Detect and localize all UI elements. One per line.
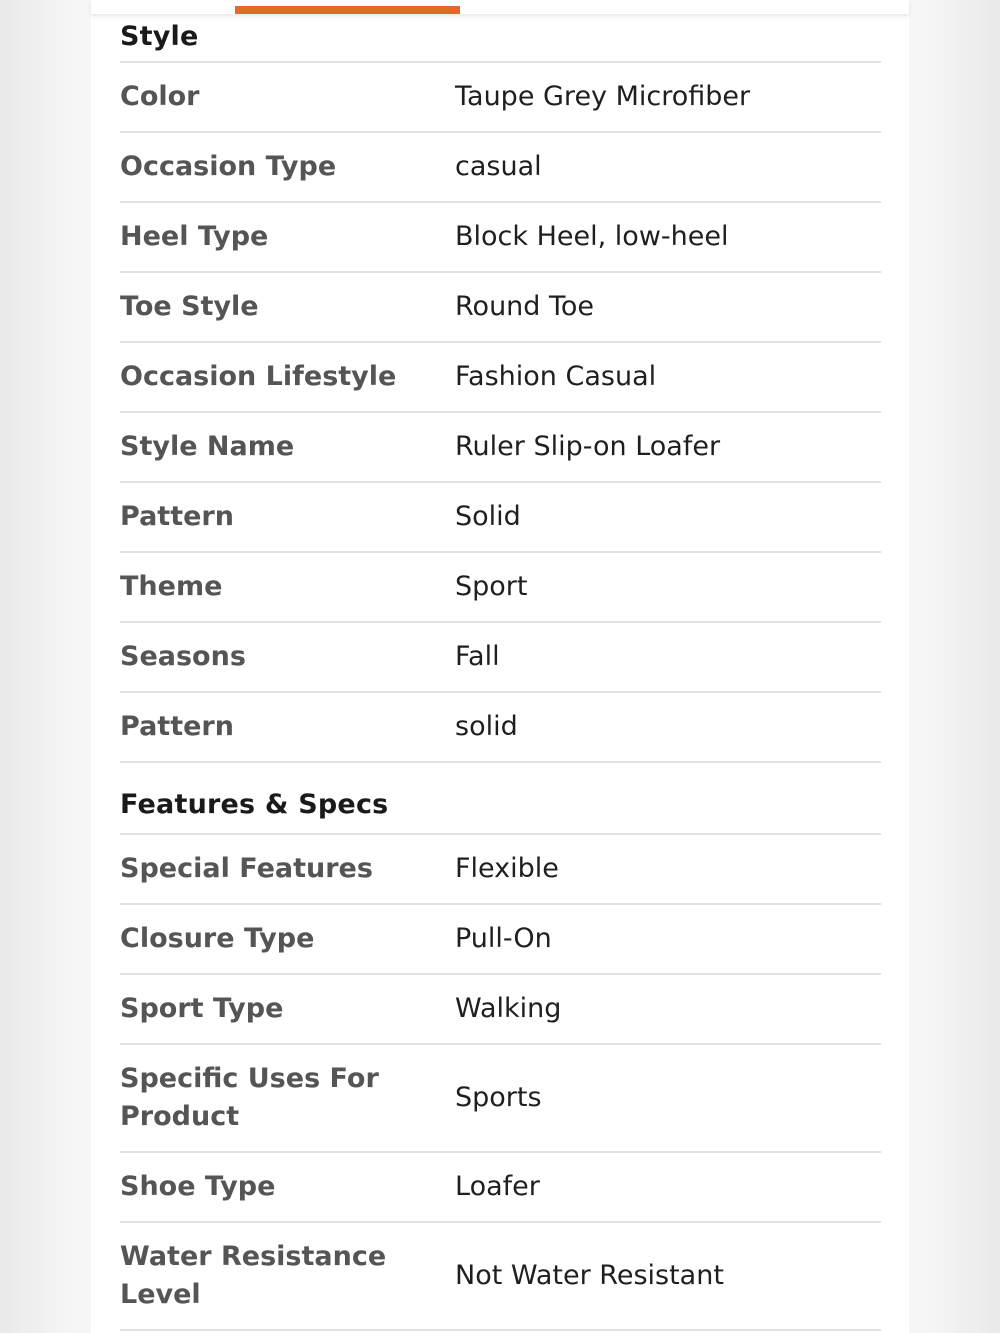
- spec-label: Heel Type: [120, 221, 269, 252]
- active-tab-indicator: [235, 6, 460, 14]
- spec-label: Pattern: [120, 501, 234, 532]
- spec-label: Seasons: [120, 641, 246, 672]
- spec-label: Shoe Type: [120, 1171, 276, 1202]
- spec-value: Round Toe: [455, 291, 595, 322]
- spec-label: Special Features: [120, 853, 373, 884]
- spec-row-shoe-type: [120, 1153, 881, 1223]
- spec-row-occasion-lifestyle: [120, 343, 881, 413]
- spec-label: Style Name: [120, 431, 295, 462]
- spec-row-theme: [120, 553, 881, 623]
- spec-value: Pull-On: [455, 923, 552, 954]
- spec-value: Sport: [455, 571, 528, 602]
- spec-row-specific-uses: [120, 1045, 881, 1153]
- spec-value: Ruler Slip-on Loafer: [455, 431, 721, 462]
- specs-content: [120, 14, 881, 1331]
- spec-row-toe-style: [120, 273, 881, 343]
- spec-value: Fall: [455, 641, 500, 672]
- spec-row-seasons: [120, 623, 881, 693]
- spec-value: Taupe Grey Microfiber: [455, 81, 751, 112]
- spec-row-occasion-type: [120, 133, 881, 203]
- spec-label: Color: [120, 81, 200, 112]
- spec-value: Block Heel, low-heel: [455, 221, 729, 252]
- spec-value: Loafer: [455, 1171, 540, 1202]
- spec-label: Theme: [120, 571, 223, 602]
- spec-row-water-resistance: [120, 1223, 881, 1331]
- spec-row-style-name: [120, 413, 881, 483]
- spec-row-sport-type: [120, 975, 881, 1045]
- section-title-features-specs: Features & Specs: [120, 763, 881, 835]
- spec-label: Occasion Lifestyle: [120, 361, 397, 392]
- spec-value: Not Water Resistant: [455, 1260, 724, 1291]
- spec-label: Closure Type: [120, 923, 315, 954]
- spec-label: Water Resistance Level: [120, 1241, 387, 1310]
- spec-label: Pattern: [120, 711, 234, 742]
- spec-label: Toe Style: [120, 291, 259, 322]
- section-title-style: Style: [120, 14, 881, 63]
- spec-value: solid: [455, 711, 518, 742]
- spec-value: Flexible: [455, 853, 559, 884]
- tab-bar: [91, 0, 909, 14]
- spec-row-heel-type: [120, 203, 881, 273]
- spec-value: Walking: [455, 993, 562, 1024]
- product-details-card: [91, 0, 909, 1333]
- spec-label: Occasion Type: [120, 151, 337, 182]
- spec-row-pattern-2: [120, 693, 881, 763]
- spec-label: Sport Type: [120, 993, 284, 1024]
- spec-value: Sports: [455, 1082, 542, 1113]
- spec-row-special-features: [120, 835, 881, 905]
- spec-value: Solid: [455, 501, 521, 532]
- spec-label: Specific Uses For Product: [120, 1063, 379, 1132]
- spec-row-closure-type: [120, 905, 881, 975]
- spec-row-pattern: [120, 483, 881, 553]
- spec-row-color: [120, 63, 881, 133]
- spec-value: Fashion Casual: [455, 361, 657, 392]
- spec-value: casual: [455, 151, 542, 182]
